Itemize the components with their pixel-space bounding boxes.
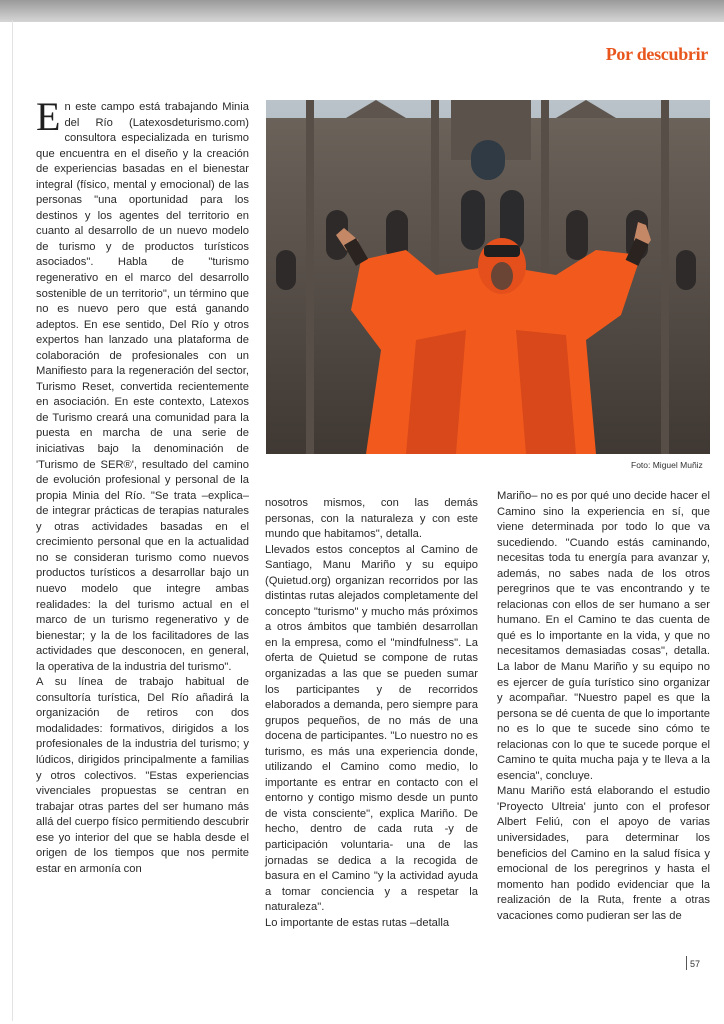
drop-cap: E <box>36 94 61 139</box>
column-3-text: Mariño– no es por qué uno decide hacer el Camino sino la experiencia en sí, que viene determinada por todo lo que va sucediendo. "Cuando estás caminando, necesitas toda tu energía para avanzar y, además, no sabes nada de los otros peregrinos que te vas encontrando y te relacionas con ellos de ser humano a ser humano. En el Camino te das cuenta de qué es lo importante en la vida, y que no necesitamos demasiadas cosas", detalla. La labor de Manu Mariño y su equipo no es ejercer de guía turístico sino organizar y acompañar. "Nuestro papel es que la persona se dé cuenta de que lo importante no es lo que te sucede sino cómo te relacionas con lo que te sucede porque el Camino te quita mucha paja y te lleva a la esencia", concluye. Manu Mariño está elaborando el estudio 'Proyecto Ultreia' junto con el profesor Albert Feliú, con el apoyo de varias universidades, para determinar los beneficios del Camino en la salud física y emocional de los peregrinos y hasta el momento han podido evidenciar que la realización de la Ruta, frente a otras vacaciones como pudieran ser las de <box>497 490 710 922</box>
article-photo <box>266 100 710 454</box>
section-label: Por descubrir <box>605 44 708 64</box>
column-1-text: n este campo está trabajando Minia del Río (Latexosdeturismo.com) consultora especializada en turismo que encuentra en el diseño y la creación de experiencias basadas en el bienestar integral (físico, mental y emocional) de las personas "una oportunidad para los destinos y los agentes del territorio en cuanto al desarrollo de un nuevo modelo de turismo y de productos turísticos asociados". Habla de "turismo regenerativo en el marco del desarrollo sostenible de un territorio", un término que no es nuevo pero que está ganando adeptos. En ese sentido, Del Río y otros expertos han lanzado una plataforma de colaboración de profesionales con un Manifiesto para la regeneración del sector, Turismo Reset, convertida recientemente en asociación. En este contexto, Latexos de Turismo creará una comunidad para la puesta en marcha de una serie de iniciativas bajo la denominación de 'Turismo de SER®', resultado del camino de evolución profesional y personal de la propia Minia del Río. "Se trata –explica– de integrar prácticas de terapias naturales y otras actividades basadas en el crecimiento personal que en la actualidad no se consideran turismo como nuevos productos turísticos a desarrollar bajo un nuevo modelo que integre ambas realidades: la del turismo actual en el marco de un turismo regenerativo y de bienestar; y la de los facilitadores de las actividades que desconocen, en general, la operativa de la industria del turismo". A su línea de trabajo habitual de consultoría turística, Del Río añadirá la organización de retiros con dos modalidades: formativos, dirigidos a los profesionales de la industria del turismo; y lúdicos, dirigidos principalmente a familias y otros colectivos. "Estas experiencias vivenciales propuestas se centran en trabajar otras partes del ser humano más allá del cuerpo físico permitiendo descubrir ese yo interior del que se habla desde el origen de los tiempos que nos permite estar en armonía con <box>36 101 249 875</box>
photo-credit: Foto: Miguel Muñiz <box>631 460 703 470</box>
pilgrim-photo-icon <box>266 100 710 454</box>
page-number: 57 <box>690 959 701 969</box>
article-column-2 <box>265 496 478 931</box>
scan-shadow <box>0 0 724 22</box>
folio-divider <box>686 956 687 970</box>
article-column-1 <box>36 94 249 877</box>
column-2-text: nosotros mismos, con las demás personas, con la naturaleza y con este mundo que habitamos", detalla. Llevados estos conceptos al Camino de Santiago, Manu Mariño y su equipo (Quietud.org) organizan recorridos por las distintas rutas alejados completamente del concepto "turismo" y mucho más próximos a otros ámbitos que también desarrollan en la empresa, como el "mindfulness". La oferta de Quietud se compone de rutas organizadas a las que se pueden sumar los participantes y de recorridos elaborados a demanda, pero siempre para grupos pequeños, de no más de una docena de participantes. "Lo nuestro no es turismo, es más una experiencia donde, utilizando el Camino como medio, lo importante es entrar en contacto con el entorno y contigo mismo desde un punto de vista consciente", explica Mariño. De hecho, dentro de cada ruta -y de participación voluntaria- una de las jornadas se dedica a la recogida de basura en el Camino "y la actividad ayuda a tomar conciencia y a respetar la naturaleza". Lo importante de estas rutas –detalla <box>265 497 478 929</box>
article-column-3 <box>497 489 710 924</box>
